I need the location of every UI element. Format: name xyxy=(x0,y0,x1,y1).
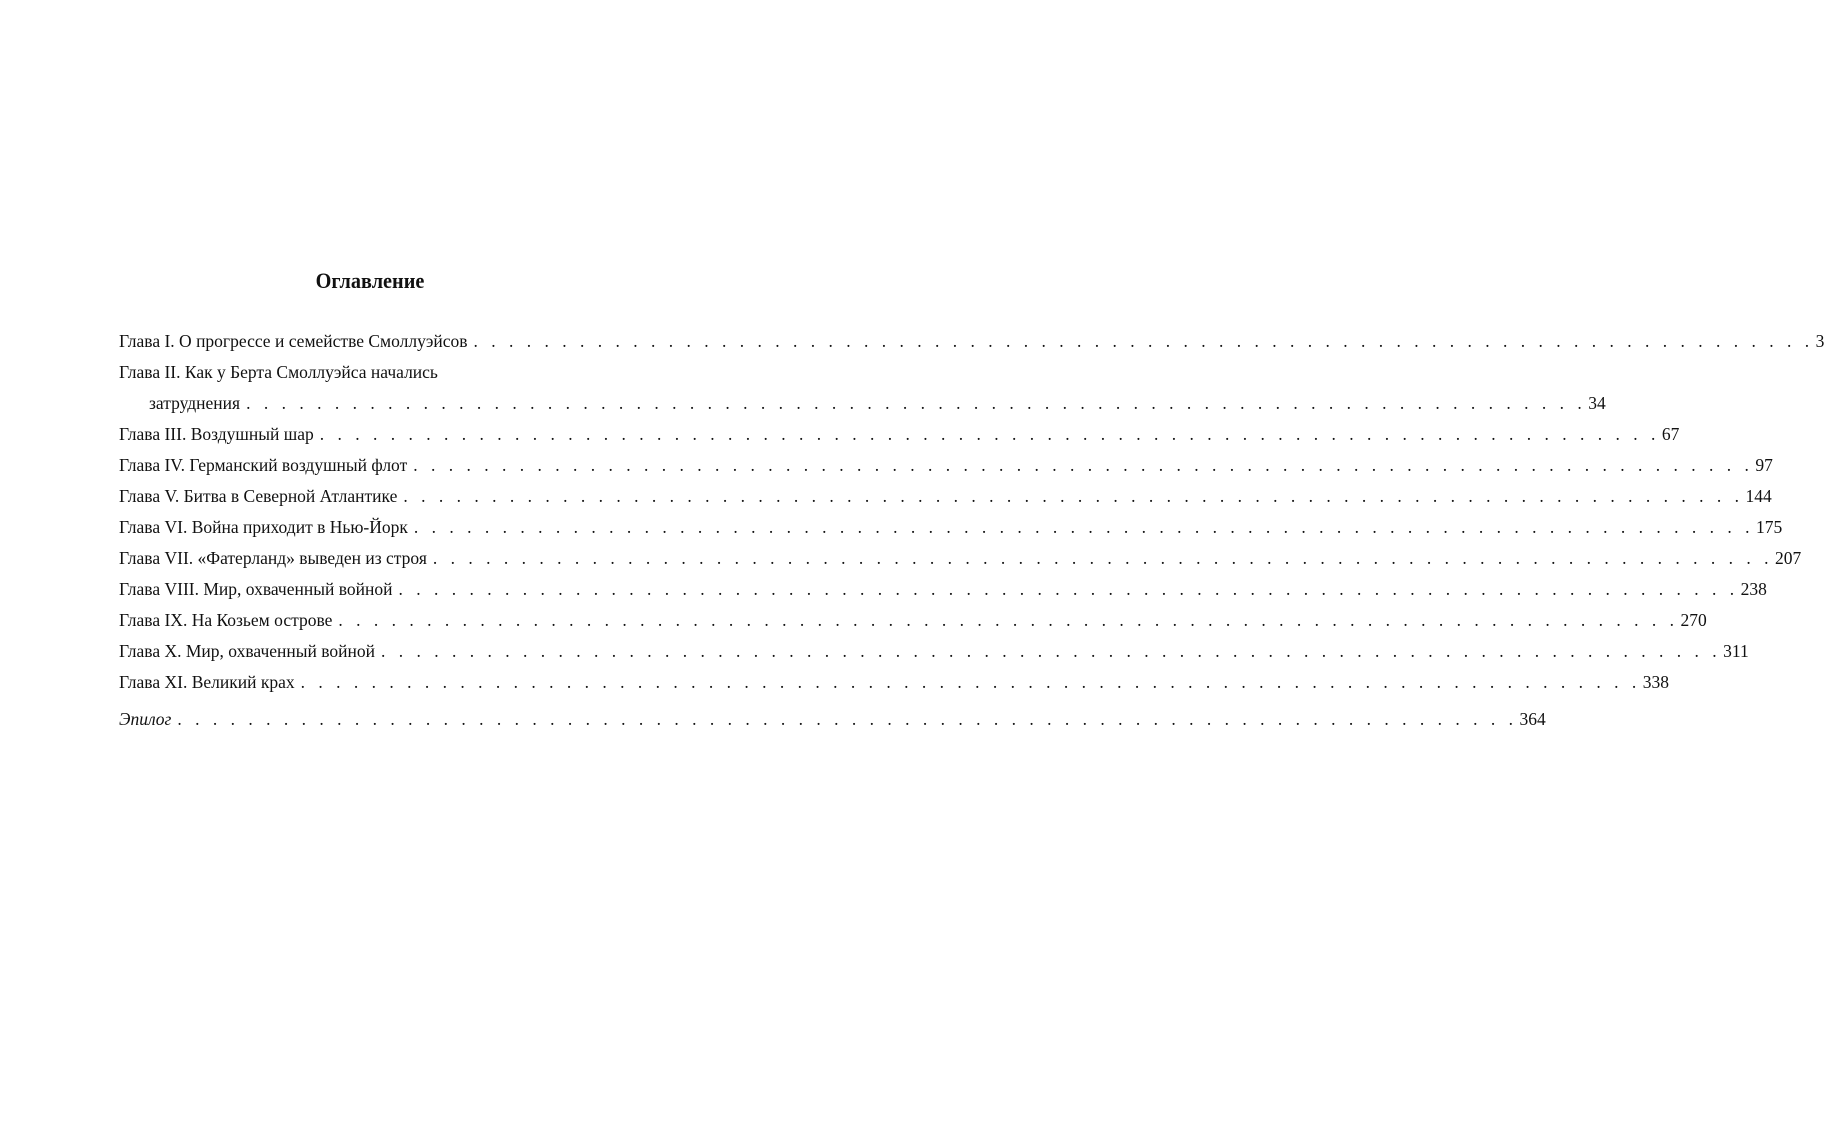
dot-leader: . . . . . . . . . . . . . . . . . . . . . . . . . . . . . . . . . . . . . . . . . . . . . . . . . . . . . . . . . . . . . . . . . . . . . . . . . . . . xyxy=(300,672,1641,692)
dot-leader: . . . . . . . . . . . . . . . . . . . . . . . . . . . . . . . . . . . . . . . . . . . . . . . . . . . . . . . . . . . . . . . . . . . . . . . . . . . . xyxy=(319,424,1660,444)
dot-leader: . . . . . . . . . . . . . . . . . . . . . . . . . . . . . . . . . . . . . . . . . . . . . . . . . . . . . . . . . . . . . . . . . . . . . . . . . . . . xyxy=(177,709,1518,729)
toc-entry-label-continuation: затруднения xyxy=(149,393,241,413)
toc-entry-page: 175 xyxy=(1756,517,1783,537)
dot-leader: . . . . . . . . . . . . . . . . . . . . . . . . . . . . . . . . . . . . . . . . . . . . . . . . . . . . . . . . . . . . . . . . . . . . . . . . . . . . xyxy=(381,641,1722,661)
toc-entry-6[interactable] xyxy=(119,512,1783,543)
toc-entry-label: Глава III. Воздушный шар xyxy=(119,424,314,444)
toc-entry-page: 364 xyxy=(1519,709,1546,729)
toc-entry-7[interactable] xyxy=(119,543,1802,574)
toc-entry-label: Глава II. Как у Берта Смоллуэйса начались xyxy=(119,362,438,382)
toc-entry-page: 67 xyxy=(1661,424,1680,444)
toc-entry-page: 97 xyxy=(1755,455,1773,475)
toc-entry-3[interactable] xyxy=(119,419,1680,450)
toc-entry-label: Глава XI. Великий крах xyxy=(119,672,295,692)
toc-entry-8[interactable] xyxy=(119,574,1767,605)
toc-entry-page: 144 xyxy=(1745,486,1772,506)
toc-entry-5[interactable] xyxy=(119,481,1772,512)
toc-entry-page: 270 xyxy=(1680,610,1707,630)
toc-entry-label: Глава V. Битва в Северной Атлантике xyxy=(119,486,398,506)
toc-entry-9[interactable] xyxy=(119,605,1707,636)
toc-entry-label: Глава VI. Война приходит в Нью-Йорк xyxy=(119,517,408,537)
dot-leader: . . . . . . . . . . . . . . . . . . . . . . . . . . . . . . . . . . . . . . . . . . . . . . . . . . . . . . . . . . . . . . . . . . . . . . . . . . . . xyxy=(413,517,1755,537)
toc-entry-page: 311 xyxy=(1723,641,1749,661)
toc-entry-page: 238 xyxy=(1740,579,1767,599)
toc-entry-label: Глава IV. Германский воздушный флот xyxy=(119,455,408,475)
page-title: Оглавление xyxy=(315,268,425,293)
table-of-contents xyxy=(119,326,1824,735)
toc-entry-label: Глава X. Мир, охваченный войной xyxy=(119,641,375,661)
toc-entry-2-continuation[interactable] xyxy=(119,388,1606,419)
toc-entry-page: 34 xyxy=(1588,393,1606,413)
dot-leader: . . . . . . . . . . . . . . . . . . . . . . . . . . . . . . . . . . . . . . . . . . . . . . . . . . . . . . . . . . . . . . . . . . . . . . . . . . . . xyxy=(338,610,1679,630)
toc-entry-page: 207 xyxy=(1775,548,1802,568)
toc-entry-label: Глава I. О прогрессе и семействе Смоллуэйсов xyxy=(119,331,468,351)
toc-entry-10[interactable] xyxy=(119,636,1749,667)
toc-entry-11[interactable] xyxy=(119,667,1669,698)
toc-entry-label: Глава VIII. Мир, охваченный войной xyxy=(119,579,393,599)
dot-leader: . . . . . . . . . . . . . . . . . . . . . . . . . . . . . . . . . . . . . . . . . . . . . . . . . . . . . . . . . . . . . . . . . . . . . . . . . . . . xyxy=(473,331,1814,351)
dot-leader: . . . . . . . . . . . . . . . . . . . . . . . . . . . . . . . . . . . . . . . . . . . . . . . . . . . . . . . . . . . . . . . . . . . . . . . . . . . . xyxy=(403,486,1744,506)
toc-entry-page: 338 xyxy=(1642,672,1669,692)
toc-entry-1[interactable] xyxy=(119,326,1824,357)
dot-leader: . . . . . . . . . . . . . . . . . . . . . . . . . . . . . . . . . . . . . . . . . . . . . . . . . . . . . . . . . . . . . . . . . . . . . . . . . . . . xyxy=(398,579,1739,599)
toc-entry-page: 3 xyxy=(1815,331,1824,351)
dot-leader: . . . . . . . . . . . . . . . . . . . . . . . . . . . . . . . . . . . . . . . . . . . . . . . . . . . . . . . . . . . . . . . . . . . . . . . . . . . . xyxy=(432,548,1773,568)
dot-leader: . . . . . . . . . . . . . . . . . . . . . . . . . . . . . . . . . . . . . . . . . . . . . . . . . . . . . . . . . . . . . . . . . . . . . . . . . . . . xyxy=(413,455,1754,475)
toc-entry-label: Глава IX. На Козьем острове xyxy=(119,610,333,630)
toc-entry-4[interactable] xyxy=(119,450,1773,481)
toc-entry-label: Глава VII. «Фатерланд» выведен из строя xyxy=(119,548,427,568)
toc-entry-2[interactable] xyxy=(119,357,620,388)
dot-leader: . . . . . . . . . . . . . . . . . . . . . . . . . . . . . . . . . . . . . . . . . . . . . . . . . . . . . . . . . . . . . . . . . . . . . . . . . . . . xyxy=(246,393,1587,413)
toc-entry-label: Эпилог xyxy=(119,709,172,729)
toc-entry-epilogue[interactable] xyxy=(119,704,1546,735)
